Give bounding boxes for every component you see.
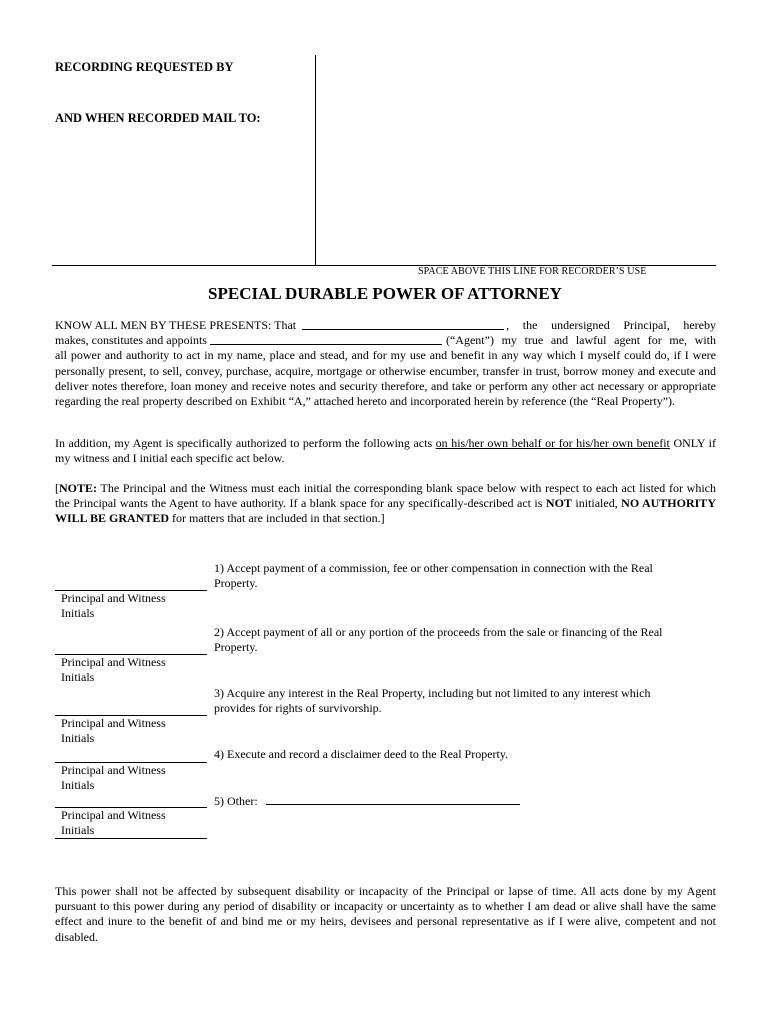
initials-caption: Initials bbox=[61, 731, 95, 746]
note-text-a: The Principal and the Witness must each initial the corresponding blank space below with respect to each act listed for which the Principal wants the Agent to have authority. If a blank space for any specifically-described act is bbox=[55, 481, 716, 511]
initials-caption: Initials bbox=[61, 670, 95, 685]
initials-field-2[interactable] bbox=[55, 654, 207, 685]
addition-text-a: In addition, my Agent is specifically authorized to perform the following acts bbox=[55, 436, 436, 450]
initials-field-4[interactable] bbox=[55, 762, 207, 793]
act-item-3: 3) Acquire any interest in the Real Property, including but not limited to any interest which provides for rights of survivorship. bbox=[214, 686, 651, 716]
initials-caption: Principal and Witness bbox=[55, 654, 207, 670]
note-no-authority: NO AUTHORITY WILL BE GRANTED bbox=[55, 496, 716, 526]
note-bracket: [ bbox=[55, 481, 59, 495]
act-item-4: 4) Execute and record a disclaimer deed to the Real Property. bbox=[214, 747, 509, 761]
act-item-2: 2) Accept payment of all or any portion of the proceeds from the sale or financing of the Real Property. bbox=[214, 625, 663, 655]
intro-paragraph bbox=[55, 318, 716, 409]
initials-field-3[interactable] bbox=[55, 715, 207, 746]
addition-text-b: ONLY if my witness and I initial each specific act below. bbox=[55, 436, 716, 466]
agent-name-blank[interactable] bbox=[210, 333, 442, 345]
initials-caption: Initials bbox=[61, 823, 95, 838]
intro-line1-start: KNOW ALL MEN BY THESE PRESENTS: That bbox=[55, 318, 297, 332]
initials-caption: Initials bbox=[61, 778, 95, 793]
intro-line2-start: makes, constitutes and appoints bbox=[55, 333, 207, 348]
principal-name-blank[interactable] bbox=[302, 318, 504, 330]
closing-paragraph: This power shall not be affected by subsequent disability or incapacity of the Principal or lapse of time. All acts done by my Agent pursuant to this power during any period of disability or incapacity or uncertainty as to whether I am dead or alive shall have the same effect and inure to the benefit of and bind me or my heirs, devisees and personal representative as if I were alive, competent and not disabled. bbox=[55, 884, 716, 944]
recording-requested-by-label: RECORDING REQUESTED BY bbox=[55, 60, 234, 74]
initials-field-5[interactable] bbox=[55, 807, 207, 838]
intro-line1-end: , the undersigned Principal, hereby bbox=[506, 318, 716, 332]
intro-body-text: all power and authority to act in my name, place and stead, and for my use and benefit in any way which I myself could do, if I were personally present, to sell, convey, purchase, acquire, mortgage or otherwise encumber, transfer in trust, borrow money and execute and deliver notes therefore, loan money and receive notes and security therefore, and take or perform any other act necessary or appropriate regarding the real property described on Exhibit “A,” attached hereto and incorporated herein by reference (the “Real Property”). bbox=[55, 348, 716, 409]
initials-field-1[interactable] bbox=[55, 590, 207, 621]
note-label: NOTE: bbox=[59, 481, 98, 495]
act-item-5 bbox=[214, 793, 694, 809]
mail-to-label: AND WHEN RECORDED MAIL TO: bbox=[55, 111, 261, 125]
initials-caption: Principal and Witness bbox=[55, 807, 207, 823]
intro-line2-end: (“Agent”) my true and lawful agent for me, with bbox=[445, 333, 716, 348]
note-paragraph bbox=[55, 481, 716, 527]
header-vertical-divider bbox=[315, 55, 316, 265]
document-title: SPECIAL DURABLE POWER OF ATTORNEY bbox=[208, 284, 562, 303]
initials-caption: Principal and Witness bbox=[55, 590, 207, 606]
initials-bottom-line bbox=[55, 838, 207, 839]
addition-underlined-text: on his/her own behalf or for his/her own benefit bbox=[435, 436, 670, 450]
note-text-c: for matters that are included in that section.] bbox=[169, 511, 385, 526]
act-item-1: 1) Accept payment of a commission, fee or other compensation in connection with the Real Property. bbox=[214, 561, 653, 591]
note-not: NOT bbox=[545, 496, 572, 511]
addition-paragraph bbox=[55, 436, 716, 466]
initials-caption: Principal and Witness bbox=[55, 762, 207, 778]
initials-caption: Principal and Witness bbox=[55, 715, 207, 731]
note-text-b: initialed, bbox=[571, 496, 622, 511]
other-act-blank[interactable] bbox=[266, 793, 520, 805]
recorder-use-label: SPACE ABOVE THIS LINE FOR RECORDER’S USE bbox=[418, 266, 647, 277]
initials-caption: Initials bbox=[61, 606, 95, 621]
act-item-5-label: 5) Other: bbox=[214, 794, 258, 808]
